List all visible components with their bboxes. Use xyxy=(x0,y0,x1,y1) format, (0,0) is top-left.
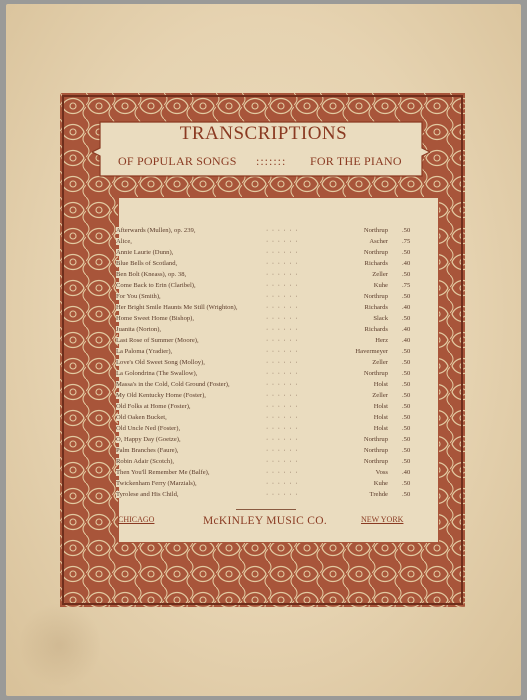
song-row xyxy=(116,436,416,447)
song-price: .50 xyxy=(402,436,411,443)
song-title: Massa's in the Cold, Cold Ground (Foster), xyxy=(116,381,233,388)
song-arranger: Northrup xyxy=(361,447,388,454)
song-arranger: Holst xyxy=(371,403,388,410)
song-price: .50 xyxy=(402,403,411,410)
song-price: .50 xyxy=(402,414,411,421)
song-title: Come Back to Erin (Claribel), xyxy=(116,282,199,289)
paper-stain xyxy=(20,600,100,690)
song-title: Afterwards (Mullen), op. 239, xyxy=(116,227,198,234)
song-arranger: Northrup xyxy=(361,436,388,443)
song-title: La Paloma (Yradier), xyxy=(116,348,175,355)
song-title: Annie Laurie (Dunn), xyxy=(116,249,176,256)
song-price: .50 xyxy=(402,271,411,278)
song-price: .50 xyxy=(402,381,411,388)
song-price: .40 xyxy=(402,337,411,344)
song-row xyxy=(116,227,416,238)
song-row xyxy=(116,238,416,249)
leader-dots: · · · · · · xyxy=(266,271,299,278)
song-arranger: Holst xyxy=(371,381,388,388)
song-row xyxy=(116,337,416,348)
leader-dots: · · · · · · xyxy=(266,304,299,311)
song-row xyxy=(116,447,416,458)
song-row xyxy=(116,458,416,469)
leader-dots: · · · · · · xyxy=(266,227,299,234)
song-arranger: Northrup xyxy=(361,249,388,256)
leader-dots: · · · · · · xyxy=(266,260,299,267)
song-price: .50 xyxy=(402,425,411,432)
leader-dots: · · · · · · xyxy=(266,392,299,399)
song-row xyxy=(116,469,416,480)
song-row xyxy=(116,370,416,381)
leader-dots: · · · · · · xyxy=(266,282,299,289)
song-price: .40 xyxy=(402,304,411,311)
song-arranger: Northrup xyxy=(361,458,388,465)
song-row xyxy=(116,271,416,282)
leader-dots: · · · · · · xyxy=(266,381,299,388)
song-arranger: Richards xyxy=(362,304,388,311)
page-title: TRANSCRIPTIONS xyxy=(179,123,348,144)
leader-dots: · · · · · · xyxy=(266,480,299,487)
song-price: .50 xyxy=(402,480,411,487)
song-arranger: Richards xyxy=(362,326,388,333)
song-arranger: Northrup xyxy=(361,227,388,234)
song-row xyxy=(116,403,416,414)
leader-dots: · · · · · · xyxy=(266,359,299,366)
leader-dots: · · · · · · xyxy=(266,238,299,245)
leader-dots: · · · · · · xyxy=(266,370,299,377)
song-arranger: Trehde xyxy=(367,491,388,498)
song-price: .50 xyxy=(402,293,411,300)
subtitle-right: FOR THE PIANO xyxy=(310,154,402,168)
song-title: Love's Old Sweet Song (Molloy), xyxy=(116,359,208,366)
song-price: .50 xyxy=(402,447,411,454)
subtitle-divider: ::::::: xyxy=(256,154,287,168)
subtitle-left: OF POPULAR SONGS xyxy=(118,154,237,168)
leader-dots: · · · · · · xyxy=(266,469,299,476)
song-arranger: Holst xyxy=(371,425,388,432)
song-price: .75 xyxy=(402,282,411,289)
song-title: La Golondrina (The Swallow), xyxy=(116,370,200,377)
song-row xyxy=(116,381,416,392)
leader-dots: · · · · · · xyxy=(266,326,299,333)
song-title: Alice, xyxy=(116,238,135,245)
song-price: .50 xyxy=(402,227,411,234)
song-title: Palm Branches (Faure), xyxy=(116,447,181,454)
song-title: Old Uncle Ned (Foster), xyxy=(116,425,183,432)
song-row xyxy=(116,348,416,359)
song-arranger: Northrup xyxy=(361,293,388,300)
leader-dots: · · · · · · xyxy=(266,315,299,322)
leader-dots: · · · · · · xyxy=(266,491,299,498)
song-title: For You (Smith), xyxy=(116,293,164,300)
footer-divider xyxy=(236,509,296,510)
footer-city-chicago: CHICAGO xyxy=(118,515,155,524)
leader-dots: · · · · · · xyxy=(266,293,299,300)
song-title: Home Sweet Home (Bishop), xyxy=(116,315,197,322)
song-price: .40 xyxy=(402,469,411,476)
leader-dots: · · · · · · xyxy=(266,447,299,454)
leader-dots: · · · · · · xyxy=(266,249,299,256)
song-row xyxy=(116,282,416,293)
song-title: Robin Adair (Scotch), xyxy=(116,458,177,465)
song-row xyxy=(116,293,416,304)
song-row xyxy=(116,249,416,260)
leader-dots: · · · · · · xyxy=(266,425,299,432)
leader-dots: · · · · · · xyxy=(266,337,299,344)
song-title: Last Rose of Summer (Moore), xyxy=(116,337,202,344)
song-price: .50 xyxy=(402,348,411,355)
leader-dots: · · · · · · xyxy=(266,436,299,443)
song-price: .50 xyxy=(402,249,411,256)
song-arranger: Northrup xyxy=(361,370,388,377)
song-arranger: Ascher xyxy=(366,238,388,245)
song-row xyxy=(116,392,416,403)
song-title: Tyrolese and His Child, xyxy=(116,491,182,498)
song-arranger: Richards xyxy=(362,260,388,267)
song-arranger: Zeller xyxy=(369,271,388,278)
publisher-name: McKINLEY MUSIC CO. xyxy=(202,515,328,527)
footer-city-new-york: NEW YORK xyxy=(361,515,404,524)
song-arranger: Holst xyxy=(371,414,388,421)
song-price: .50 xyxy=(402,491,411,498)
song-title: Ben Bolt (Kneass), op. 38, xyxy=(116,271,189,278)
song-title: Twickenham Ferry (Marzials), xyxy=(116,480,200,487)
leader-dots: · · · · · · xyxy=(266,414,299,421)
song-row xyxy=(116,304,416,315)
song-row xyxy=(116,359,416,370)
song-price: .50 xyxy=(402,315,411,322)
song-arranger: Zeller xyxy=(369,392,388,399)
song-row xyxy=(116,480,416,491)
song-title: Juanita (Norton), xyxy=(116,326,164,333)
song-price: .50 xyxy=(402,458,411,465)
song-price: .75 xyxy=(402,238,411,245)
leader-dots: · · · · · · xyxy=(266,458,299,465)
song-row xyxy=(116,326,416,337)
song-arranger: Havermeyer xyxy=(352,348,388,355)
song-title: O, Happy Day (Goetze), xyxy=(116,436,184,443)
song-row xyxy=(116,315,416,326)
song-title: Blue Bells of Scotland, xyxy=(116,260,180,267)
song-arranger: Slack xyxy=(370,315,388,322)
song-title: Old Folks at Home (Foster), xyxy=(116,403,194,410)
song-row xyxy=(116,425,416,436)
song-price: .50 xyxy=(402,359,411,366)
song-title: Her Bright Smile Haunts Me Still (Wrighton), xyxy=(116,304,241,311)
leader-dots: · · · · · · xyxy=(266,348,299,355)
song-title: My Old Kentucky Home (Foster), xyxy=(116,392,209,399)
song-title: Then You'll Remember Me (Balfe), xyxy=(116,469,212,476)
song-arranger: Kuhe xyxy=(371,480,388,487)
song-row xyxy=(116,414,416,425)
song-arranger: Kuhe xyxy=(371,282,388,289)
song-price: .50 xyxy=(402,370,411,377)
song-row xyxy=(116,260,416,271)
song-arranger: Herz xyxy=(372,337,388,344)
song-arranger: Voss xyxy=(373,469,388,476)
song-price: .50 xyxy=(402,392,411,399)
song-title: Old Oaken Bucket, xyxy=(116,414,170,421)
leader-dots: · · · · · · xyxy=(266,403,299,410)
song-price: .40 xyxy=(402,326,411,333)
song-arranger: Zeller xyxy=(369,359,388,366)
song-price: .40 xyxy=(402,260,411,267)
song-row xyxy=(116,491,416,502)
